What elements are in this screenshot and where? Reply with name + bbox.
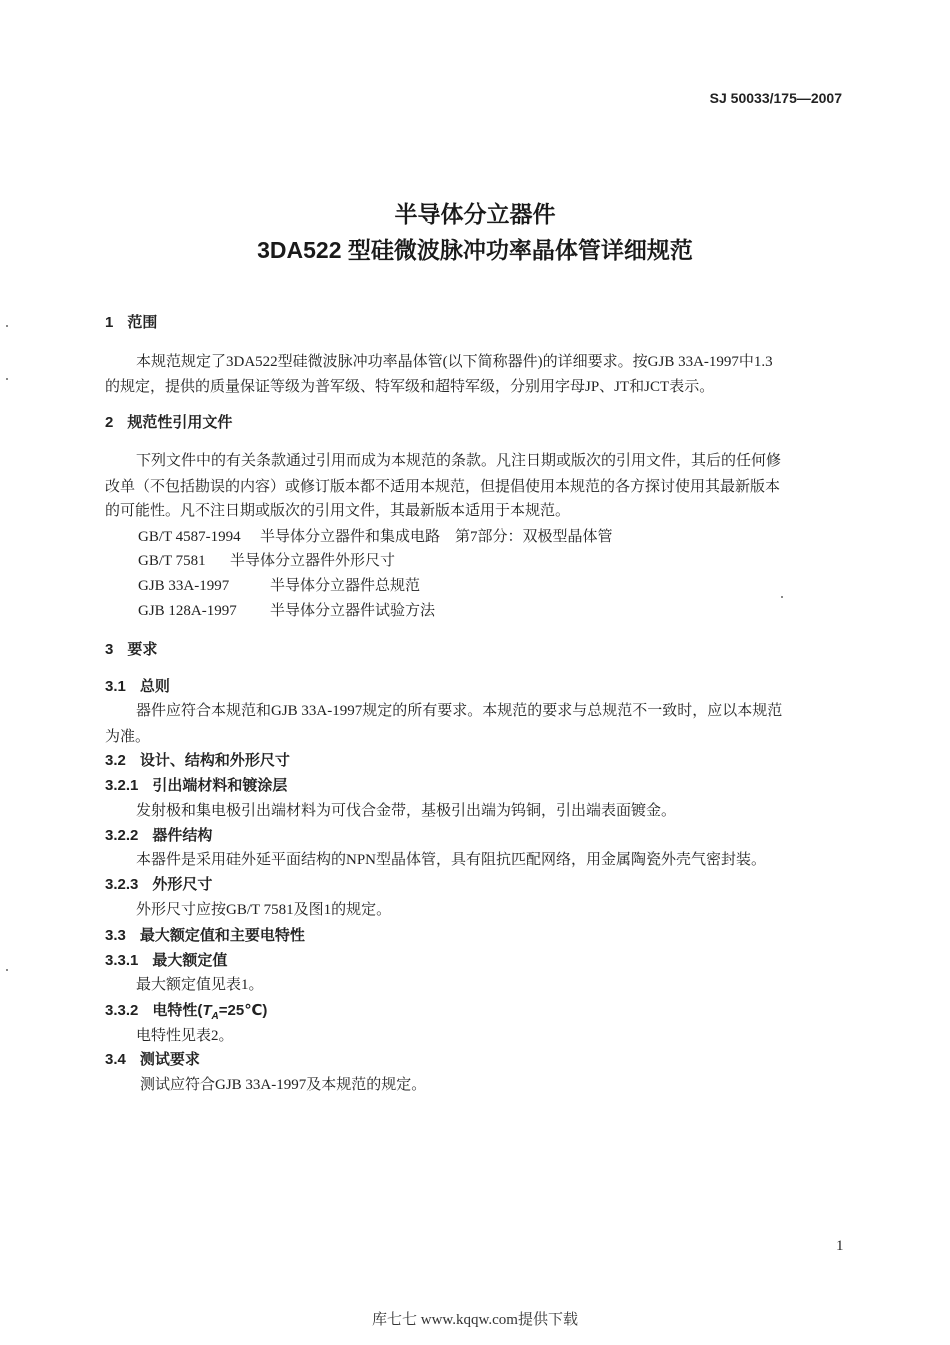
- section-3-2-1-heading: [105, 776, 287, 796]
- section-title: 最大额定值: [152, 952, 228, 969]
- section-number: 3.2: [105, 752, 126, 769]
- reference-title: 半导体分立器件和集成电路 第7部分：双极型晶体管: [260, 529, 613, 545]
- reference-code: GJB 128A-1997: [138, 603, 237, 619]
- reference-code: GJB 33A-1997: [138, 578, 230, 594]
- section-3-2-3-heading: [105, 875, 212, 895]
- section-title: 外形尺寸: [152, 876, 213, 893]
- section-3-heading: [105, 640, 157, 660]
- section-title: 电特性(: [152, 1002, 203, 1019]
- section-title: 规范性引用文件: [127, 414, 233, 431]
- paragraph-line: 下列文件中的有关条款通过引用而成为本规范的条款。凡注日期或版次的引用文件，其后的任何修: [136, 453, 782, 469]
- title-line-2: 3DA522 型硅微波脉冲功率晶体管详细规范: [257, 237, 693, 263]
- section-title: 要求: [127, 641, 158, 658]
- paragraph-line: 最大额定值见表1。: [136, 977, 264, 993]
- document-number: SJ 50033/175—2007: [709, 90, 842, 106]
- scan-speck: [6, 378, 8, 380]
- paragraph-line: 电特性见表2。: [136, 1028, 234, 1044]
- section-title: 最大额定值和主要电特性: [139, 927, 305, 944]
- section-3-2-heading: [105, 751, 290, 771]
- section-number: 3.3.1: [105, 952, 139, 969]
- reference-code: GB/T 7581: [138, 553, 206, 569]
- title-line-1: 半导体分立器件: [394, 201, 556, 227]
- section-number: 3.3: [105, 927, 126, 944]
- reference-title: 半导体分立器件外形尺寸: [230, 553, 396, 569]
- section-3-2-2-heading: [105, 826, 212, 846]
- section-number: 2: [105, 414, 114, 431]
- temperature-subscript: A: [211, 1011, 219, 1022]
- section-number: 1: [105, 314, 114, 331]
- section-number: 3.1: [105, 678, 126, 695]
- section-number: 3.2.2: [105, 827, 139, 844]
- paragraph-line: 本器件是采用硅外延平面结构的NPN型晶体管，具有阻抗匹配网络，用金属陶瓷外壳气密封装。: [136, 852, 767, 868]
- paragraph-line: 本规范规定了3DA522型硅微波脉冲功率晶体管(以下简称器件)的详细要求。按GJB 33A-1997中1.3: [136, 354, 773, 370]
- paragraph-line: 外形尺寸应按GB/T 7581及图1的规定。: [136, 902, 392, 918]
- reference-item: [138, 576, 420, 596]
- page-number: 1: [836, 1238, 844, 1254]
- section-title: 引出端材料和镀涂层: [152, 777, 288, 794]
- section-title: 设计、结构和外形尺寸: [139, 752, 290, 769]
- paragraph-line: 改单（不包括勘误的内容）或修订版本都不适用本规范，但提倡使用本规范的各方探讨使用其最新版本: [105, 479, 781, 495]
- reference-title: 半导体分立器件试验方法: [270, 603, 436, 619]
- scan-speck: [6, 325, 8, 327]
- scan-speck: [781, 596, 783, 598]
- section-1-heading: [105, 313, 157, 333]
- paragraph-line: 的可能性。凡不注日期或版次的引用文件，其最新版本适用于本规范。: [105, 503, 571, 519]
- section-3-3-1-heading: [105, 951, 227, 971]
- section-3-4-heading: [105, 1050, 200, 1070]
- section-number: 3.3.2: [105, 1002, 139, 1019]
- section-number: 3.4: [105, 1051, 126, 1068]
- scan-speck: [6, 969, 8, 971]
- paragraph-line: 器件应符合本规范和GJB 33A-1997规定的所有要求。本规范的要求与总规范不一致时，应以本规范: [136, 703, 783, 719]
- reference-code: GB/T 4587-1994: [138, 529, 241, 545]
- reference-item: [138, 527, 613, 547]
- section-number: 3.2.3: [105, 876, 139, 893]
- section-3-3-heading: [105, 926, 305, 946]
- section-3-3-2-heading: [105, 1001, 267, 1027]
- paragraph-line: 发射极和集电极引出端材料为可伐合金带，基极引出端为钨铜，引出端表面镀金。: [136, 803, 677, 819]
- reference-title: 半导体分立器件总规范: [270, 578, 421, 594]
- section-number: 3.2.1: [105, 777, 139, 794]
- paragraph-line: 的规定，提供的质量保证等级为普军级、特军级和超特军级，分别用字母JP、JT和JCT表示。: [105, 379, 715, 395]
- section-title: 范围: [127, 314, 158, 331]
- section-title: 总则: [139, 678, 170, 695]
- section-title: 测试要求: [139, 1051, 200, 1068]
- section-title: 器件结构: [152, 827, 213, 844]
- paragraph-line: 为准。: [105, 729, 151, 745]
- section-number: 3: [105, 641, 114, 658]
- temperature-value: =25℃): [218, 1002, 268, 1019]
- footer-watermark: 库七七 www.kqqw.com提供下载: [372, 1312, 578, 1328]
- section-3-1-heading: [105, 677, 170, 697]
- reference-item: [138, 601, 435, 621]
- reference-item: [138, 551, 395, 571]
- paragraph-line: 测试应符合GJB 33A-1997及本规范的规定。: [140, 1077, 427, 1093]
- section-2-heading: [105, 413, 232, 433]
- temperature-symbol: T: [202, 1002, 212, 1019]
